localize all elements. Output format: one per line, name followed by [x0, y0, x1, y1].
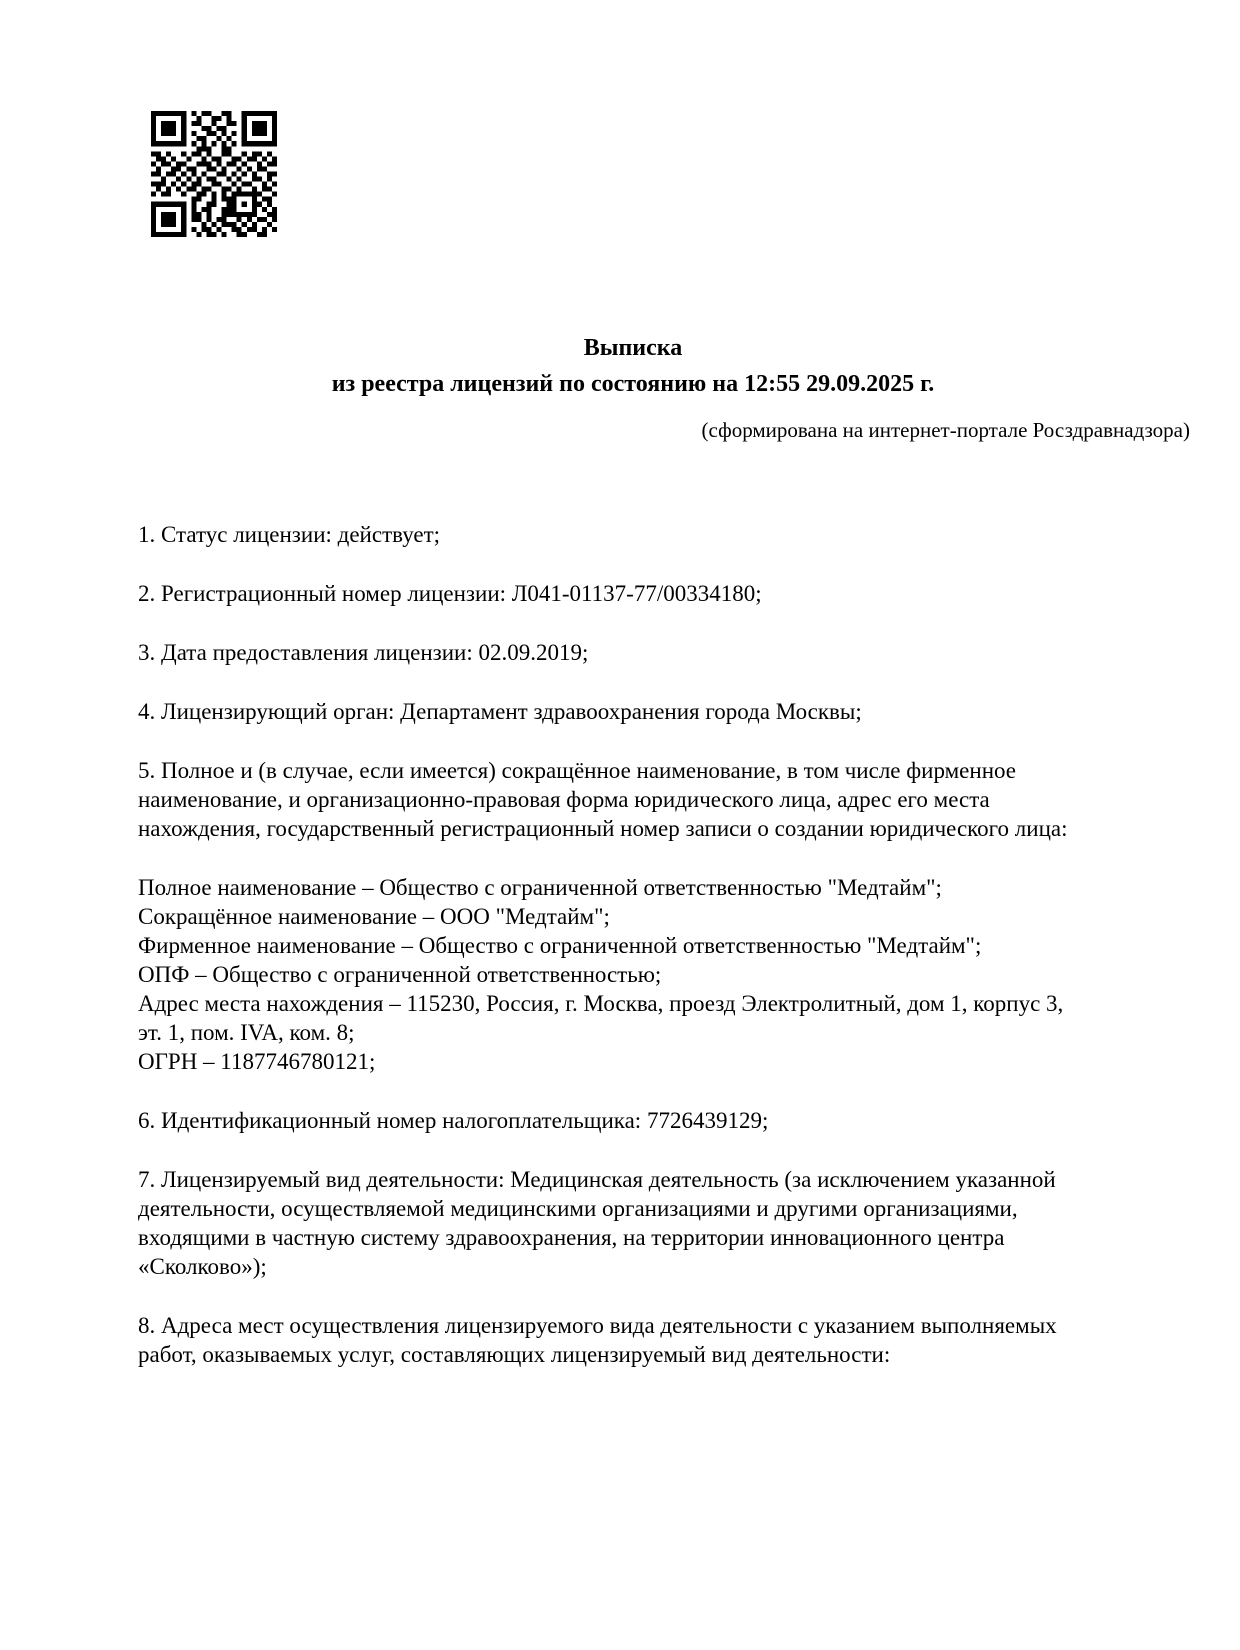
- org-details-block: [138, 873, 1078, 1076]
- activity-addresses-intro: 8. Адреса мест осуществления лицензируемого вида деятельности с указанием выполняемых работ, оказываемых услуг, составляющих лицензируемый вид деятельности:: [138, 1313, 1057, 1367]
- org-legal-form-line: ОПФ – Общество с ограниченной ответственностью;: [138, 962, 662, 987]
- qr-code-image: [151, 111, 277, 237]
- document-title: [138, 330, 1128, 402]
- license-status-line: 1. Статус лицензии: действует;: [138, 522, 441, 547]
- grant-date-line: 3. Дата предоставления лицензии: 02.09.2019;: [138, 640, 589, 665]
- document-body: [138, 520, 1078, 1399]
- org-short-name-line: Сокращённое наименование – ООО "Медтайм";: [138, 904, 610, 929]
- org-address-line-2: эт. 1, пом. IVA, ком. 8;: [138, 1020, 355, 1045]
- org-ogrn-line: ОГРН – 1187746780121;: [138, 1049, 376, 1074]
- licensing-authority-line: 4. Лицензирующий орган: Департамент здравоохранения города Москвы;: [138, 699, 862, 724]
- taxpayer-number-line: 6. Идентификационный номер налогоплательщика: 7726439129;: [138, 1108, 769, 1133]
- org-full-name-line: Полное наименование – Общество с ограниченной ответственностью "Медтайм";: [138, 875, 942, 900]
- registration-number-line: 2. Регистрационный номер лицензии: Л041-01137-77/00334180;: [138, 581, 762, 606]
- title-line-1: Выписка: [583, 335, 683, 361]
- title-line-2: из реестра лицензий по состоянию на 12:55 29.09.2025 г.: [331, 371, 935, 397]
- document-subtitle: (сформирована на интернет-портале Росздравнадзора): [701, 418, 1190, 442]
- org-brand-name-line: Фирменное наименование – Общество с ограниченной ответственностью "Медтайм";: [138, 933, 982, 958]
- entity-names-intro: 5. Полное и (в случае, если имеется) сокращённое наименование, в том числе фирменное наименование, и организационно-правовая форма юридического лица, адрес его места нахождения, государственный регистрационный номер записи о создании юридического лица:: [138, 758, 1068, 841]
- qr-code: [151, 111, 277, 237]
- licensed-activity-paragraph: 7. Лицензируемый вид деятельности: Медицинская деятельность (за исключением указанной деятельности, осуществляемой медицинскими организациями и другими организациями, входящими в частную систему здравоохранения, на территории инновационного центра «Сколково»);: [138, 1167, 1056, 1279]
- org-address-line-1: Адрес места нахождения – 115230, Россия, г. Москва, проезд Электролитный, дом 1, корпус 3,: [138, 991, 1064, 1016]
